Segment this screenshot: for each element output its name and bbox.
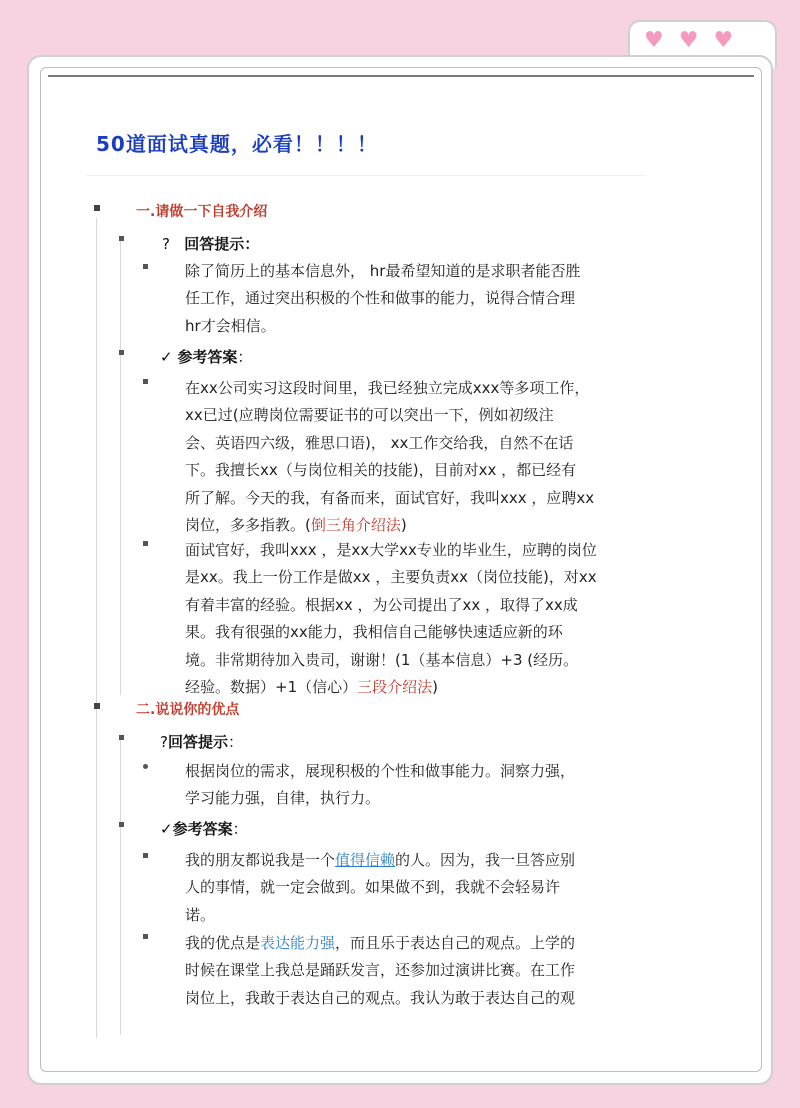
hint-colon: ： [244,235,260,253]
text-line [185,674,597,701]
text-line: 人的事情，就一定会做到。如果做不到，我就不会轻易许 [185,878,561,897]
text-fragment: ) [432,678,438,697]
text-line [185,847,575,874]
question-mark: ? [162,235,170,253]
highlight-link[interactable]: 值得信赖 [335,851,396,869]
check-icon: ✓ [160,820,173,838]
text-line: 岗位上，我敢于表达自己的观点。我认为敢于表达自己的观 [185,988,576,1007]
text-line: 会、英语四六级，雅思口语)， xx工作交给我，自然不在话 [185,433,574,452]
hint-label: 回答提示 [184,235,245,253]
text-line: 除了简历上的基本信息外， hr最希望知道的是求职者能否胜 [185,262,581,280]
text-line: xx已过(应聘岗位需要证书的可以突出一下，例如初级注 [185,406,554,425]
text-fragment: 的人。因为，我一旦答应别 [395,851,576,869]
text-line: 根据岗位的需求，展现积极的个性和做事能力。洞察力强， [185,762,576,780]
answer-paragraph [185,847,575,929]
section-heading: 一.请做一下自我介绍 [136,204,268,220]
page-title: 50道面试真题，必看！！！！ [96,132,378,156]
question-mark: ? [160,733,168,751]
hint-colon: ： [227,733,243,751]
text-line: 任工作，通过突出积极的个性和做事的能力，说得合情合理 [185,289,576,308]
text-line: hr才会相信。 [185,316,276,335]
text-line: 下。我擅长xx（与岗位相关的技能)，目前对xx ，都已经有 [185,461,577,480]
answer-title [160,346,252,367]
method-name: 三段介绍法 [357,678,433,697]
heart-icon: ♥ [678,28,699,53]
text-line [185,930,575,957]
text-line: 在xx公司实习这段时间里，我已经独立完成xxx等多项工作， [185,379,590,397]
text-fragment: 我的朋友都说我是一个 [185,851,336,869]
text-line: 时候在课堂上我总是踊跃发言，还参加过演讲比赛。在工作 [185,961,576,980]
text-fragment: 经验。数据）+1（信心） [185,678,358,697]
outline-guide [120,740,121,1035]
bullet-icon [143,764,148,769]
answer-colon: ： [232,820,248,838]
answer-label: 参考答案 [172,820,233,838]
title-divider [86,175,646,176]
bullet-icon [143,853,148,858]
text-fragment: 我的优点是 [185,934,261,952]
outline-guide [96,218,97,1038]
text-line: 有着丰富的经验。根据xx ，为公司提出了xx ，取得了xx成 [185,595,578,614]
hint-paragraph [185,758,575,813]
text-line: 所了解。今天的我，有备而来，面试官好，我叫xxx ，应聘xx [185,488,595,507]
answer-colon: ： [237,348,253,366]
bullet-icon [119,350,124,355]
answer-title [160,818,248,839]
check-icon: ✓ [160,348,173,366]
hint-title [160,731,243,752]
text-fragment: ) [400,516,407,535]
hint-title [162,233,259,254]
heart-icon: ♥ [713,28,734,53]
hint-paragraph [185,258,580,340]
text-line: 是xx。我上一份工作是做xx ，主要负责xx（岗位技能)，对xx [185,568,597,587]
bullet-icon [143,541,148,546]
answer-label: 参考答案 [177,348,238,366]
bullet-icon [143,379,148,384]
text-line: 境。非常期待加入贵司，谢谢！(1（基本信息）+3 (经历。 [185,650,579,669]
text-line: 诺。 [185,905,216,924]
method-name: 倒三角介绍法 [310,516,401,535]
hint-label: 回答提示 [167,733,228,751]
bullet-icon [119,735,124,740]
answer-paragraph [185,930,575,1012]
text-line: 学习能力强，自律，执行力。 [185,789,381,808]
answer-paragraph [185,375,594,539]
heart-icon: ♥ [644,28,664,53]
text-line: 面试官好，我叫xxx ，是xx大学xx专业的毕业生，应聘的岗位 [185,541,597,559]
section-heading: 二.说说你的优点 [136,702,240,718]
text-line [185,512,594,539]
answer-paragraph [185,537,597,701]
bullet-icon [119,236,124,241]
top-rule [48,75,754,77]
text-line: 果。我有很强的xx能力，我相信自己能够快速适应新的环 [185,623,563,642]
bullet-icon [143,264,148,269]
bullet-icon [94,205,100,211]
text-fragment: 岗位，多多指教。( [185,516,311,535]
outline-guide [120,240,121,695]
bullet-icon [119,822,124,827]
bullet-icon [143,934,148,939]
text-fragment: ，而且乐于表达自己的观点。上学的 [335,934,576,952]
hearts-decoration [644,30,733,52]
bullet-icon [94,703,100,709]
highlight-text: 表达能力强 [260,934,336,952]
